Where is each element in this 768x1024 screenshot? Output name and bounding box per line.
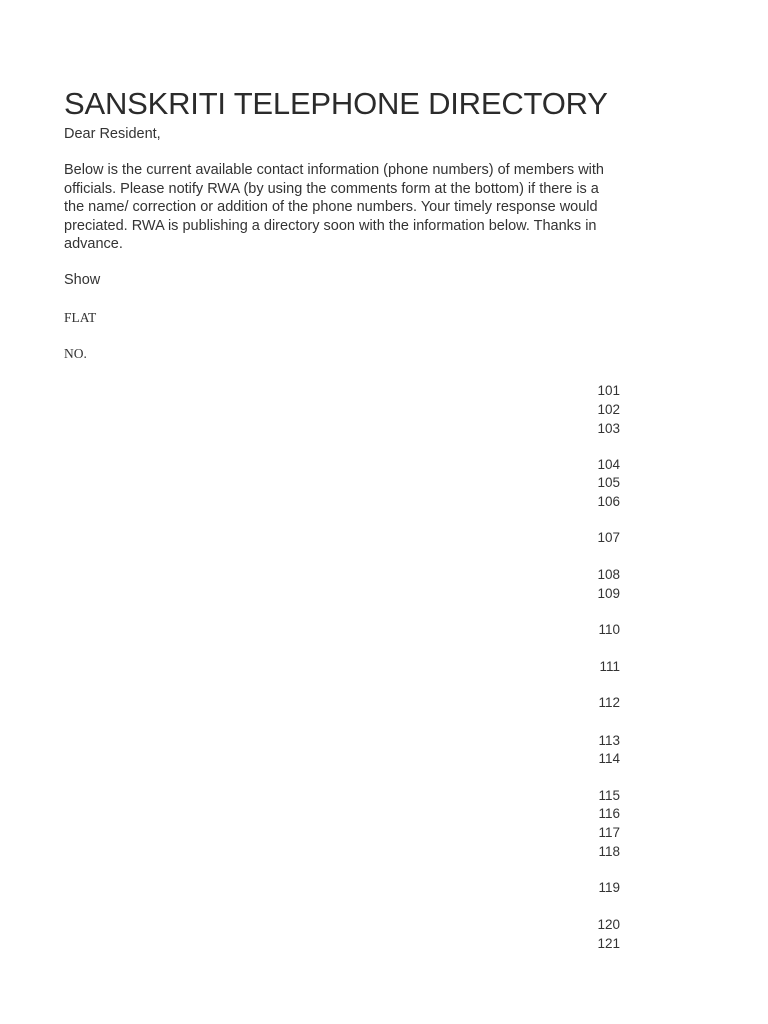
flat-number: 104 — [597, 457, 620, 472]
flat-number: 113 — [598, 733, 620, 748]
intro-paragraph — [64, 161, 620, 254]
flat-number: 102 — [597, 402, 620, 417]
flat-number: 105 — [597, 475, 620, 490]
intro-line: Below is the current available contact information (phone numbers) of members with — [64, 162, 604, 178]
greeting-text: Dear Resident, — [64, 126, 161, 142]
flat-number: 114 — [598, 751, 620, 766]
flat-number: 121 — [597, 936, 620, 951]
intro-line: the name/ correction or addition of the phone numbers. Your timely response would — [64, 199, 598, 215]
show-entries-label[interactable]: Show — [64, 272, 101, 288]
intro-line: officials. Please notify RWA (by using the comments form at the bottom) if there is a — [64, 180, 599, 197]
intro-line: advance. — [64, 236, 123, 252]
flat-number: 116 — [598, 806, 620, 821]
flat-number-list — [560, 0, 620, 1024]
flat-number: 108 — [597, 567, 620, 582]
page-title: SANSKRITI TELEPHONE DIRECTORY — [64, 86, 608, 121]
intro-line: preciated. RWA is publishing a directory soon with the information below. Thanks in — [64, 217, 597, 234]
flat-number: 110 — [598, 622, 620, 637]
flat-number: 120 — [597, 917, 620, 932]
column-header-flat: FLAT — [64, 310, 97, 325]
flat-number: 117 — [598, 825, 620, 840]
flat-number: 107 — [597, 530, 620, 545]
flat-number: 106 — [597, 494, 620, 509]
flat-number: 112 — [598, 695, 620, 710]
flat-number: 109 — [597, 586, 620, 601]
column-header-no: NO. — [64, 346, 87, 361]
flat-number: 111 — [599, 659, 620, 674]
flat-number: 101 — [597, 383, 620, 398]
flat-number: 103 — [597, 421, 620, 436]
flat-number: 118 — [598, 844, 620, 859]
flat-number: 115 — [598, 788, 620, 803]
flat-number: 119 — [598, 880, 620, 895]
